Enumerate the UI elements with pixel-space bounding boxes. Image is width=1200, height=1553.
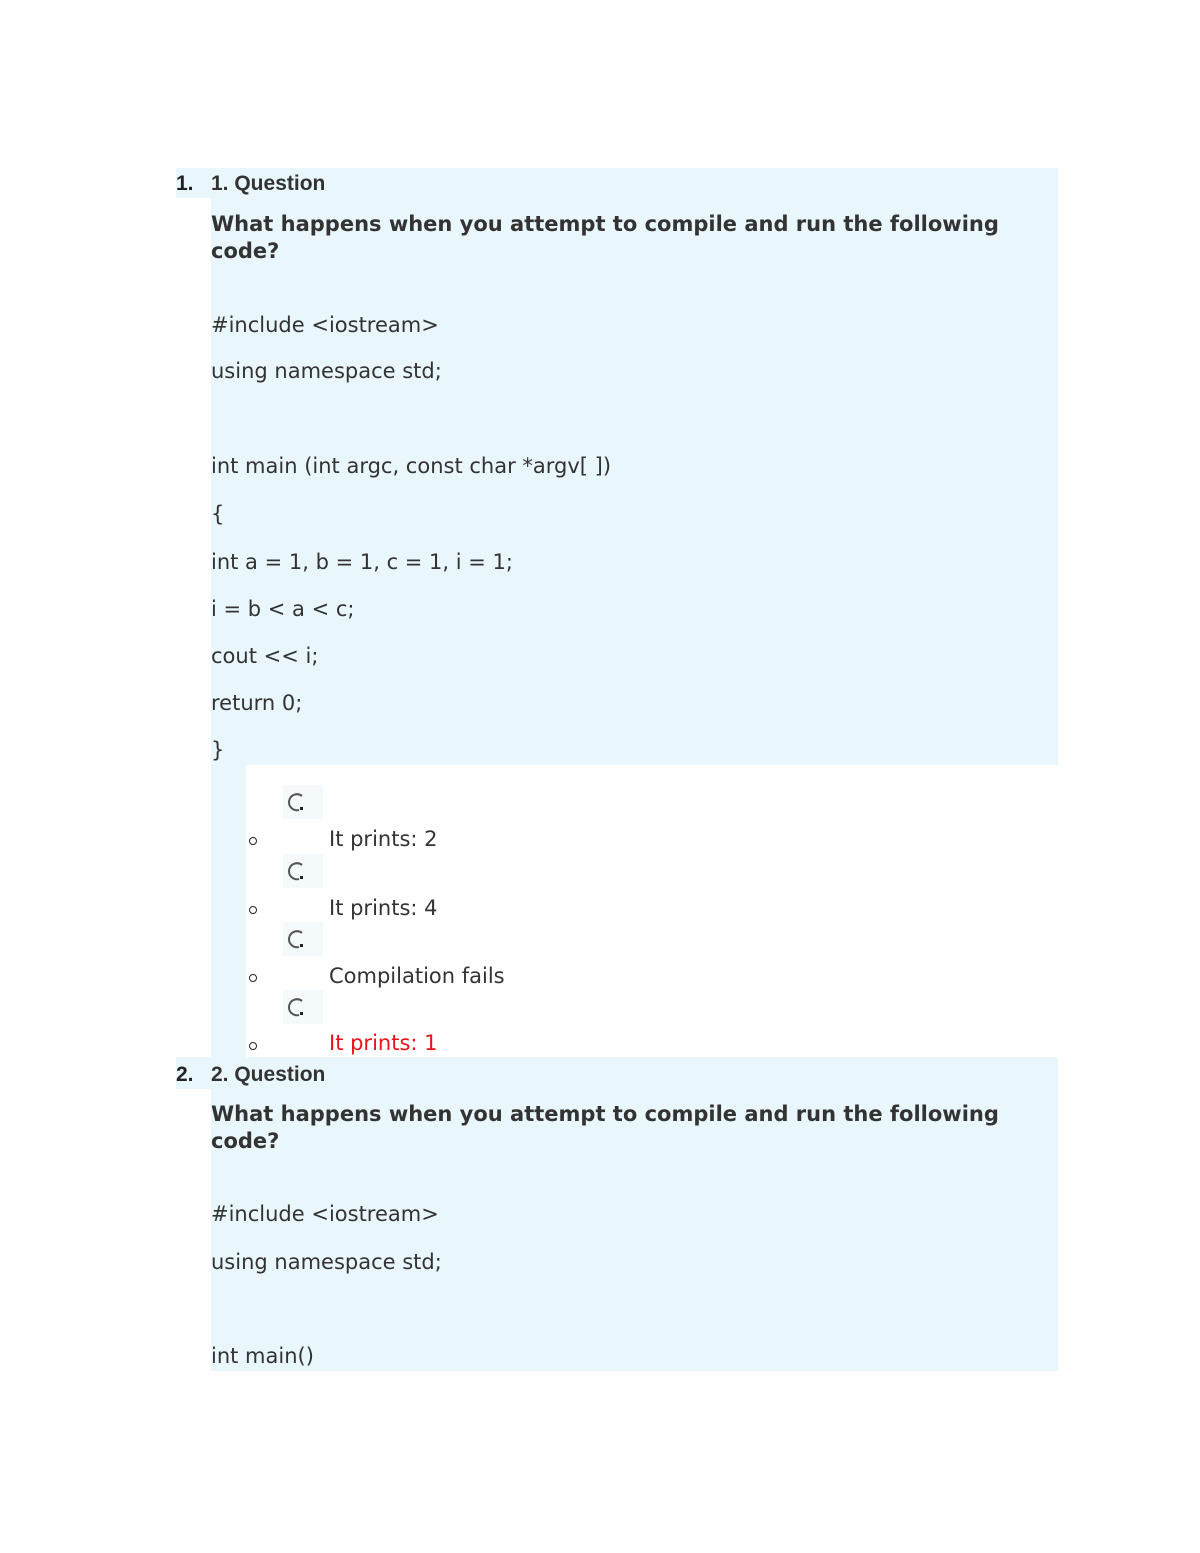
code-line: int a = 1, b = 1, c = 1, i = 1; xyxy=(211,550,513,574)
question-prompt: What happens when you attempt to compile and run the following code? xyxy=(211,212,999,263)
option-label[interactable]: It prints: 2 xyxy=(329,827,438,851)
code-line: { xyxy=(211,502,225,526)
code-line: } xyxy=(211,738,225,762)
option-label-correct[interactable]: It prints: 1 xyxy=(329,1031,438,1055)
bullet-icon xyxy=(249,906,257,914)
code-line: #include <iostream> xyxy=(211,1202,439,1226)
question-title: 1. Question xyxy=(211,172,326,195)
radio-icon[interactable] xyxy=(283,922,323,956)
code-line: using namespace std; xyxy=(211,1250,442,1274)
code-line: #include <iostream> xyxy=(211,313,439,337)
radio-icon[interactable] xyxy=(283,854,323,888)
code-line: int main() xyxy=(211,1344,314,1368)
code-line: int main (int argc, const char *argv[ ]) xyxy=(211,454,612,478)
option-label[interactable]: Compilation fails xyxy=(329,964,505,988)
list-number: 1. xyxy=(176,172,194,195)
question-prompt: What happens when you attempt to compile and run the following code? xyxy=(211,1102,999,1153)
bullet-icon xyxy=(249,837,257,845)
option-label[interactable]: It prints: 4 xyxy=(329,896,438,920)
radio-icon[interactable] xyxy=(283,990,323,1024)
code-line: i = b < a < c; xyxy=(211,597,355,621)
list-number: 2. xyxy=(176,1063,194,1086)
question-title: 2. Question xyxy=(211,1063,326,1086)
code-line: using namespace std; xyxy=(211,359,442,383)
bullet-icon xyxy=(249,1042,257,1050)
code-line: return 0; xyxy=(211,691,303,715)
code-line: cout << i; xyxy=(211,644,319,668)
bullet-icon xyxy=(249,974,257,982)
radio-icon[interactable] xyxy=(283,785,323,819)
